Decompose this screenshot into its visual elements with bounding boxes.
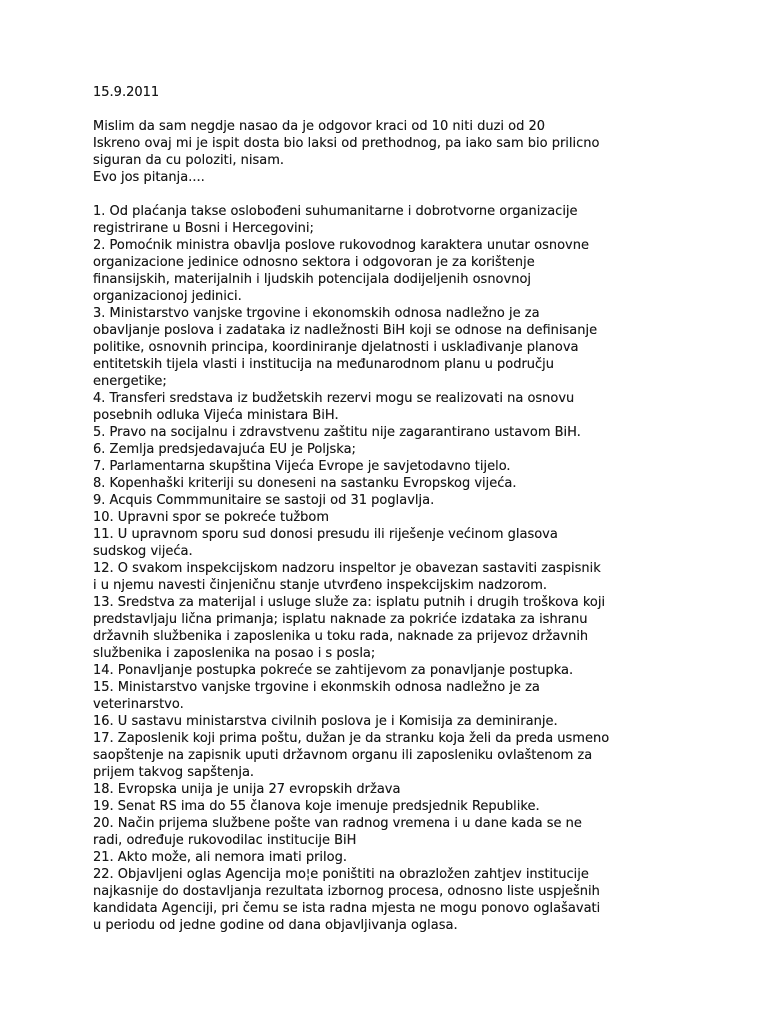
question-line: 12. O svakom inspekcijskom nadzoru inspeltor je obavezan sastaviti zaspisnik	[93, 561, 601, 576]
question-list	[93, 203, 733, 934]
intro-paragraph	[93, 118, 733, 186]
question-line: registrirane u Bosni i Hercegovini;	[93, 221, 314, 236]
intro-line: Evo jos pitanja....	[93, 170, 205, 185]
question-line: veterinarstvo.	[93, 697, 184, 712]
question-line: 19. Senat RS ima do 55 članova koje imenuje predsjednik Republike.	[93, 799, 540, 814]
question-line: saopštenje na zapisnik uputi državnom organu ili zaposleniku ovlaštenom za	[93, 748, 593, 763]
blank-line	[93, 101, 733, 118]
question-line: u periodu od jedne godine od dana objavljivanja oglasa.	[93, 918, 458, 933]
question-line: politike, osnovnih principa, koordiniranje djelatnosti i usklađivanje planova	[93, 340, 579, 355]
intro-line: siguran da cu poloziti, nisam.	[93, 153, 284, 168]
blank-line	[93, 186, 733, 203]
question-line: i u njemu navesti činjeničnu stanje utvrđeno inspekcijskim nadzorom.	[93, 578, 548, 593]
question-line: prijem takvog sapštenja.	[93, 765, 255, 780]
question-line: 5. Pravo na socijalnu i zdravstvenu zaštitu nije zagarantirano ustavom BiH.	[93, 425, 581, 440]
question-line: 15. Ministarstvo vanjske trgovine i ekonmskih odnosa nadležno je za	[93, 680, 540, 695]
question-line: 9. Acquis Commmunitaire se sastoji od 31 poglavlja.	[93, 493, 435, 508]
question-line: entitetskih tijela vlasti i institucija na međunarodnom planu u području	[93, 357, 555, 372]
question-line: 13. Sredstva za materijal i usluge služe za: isplatu putnih i drugih troškova koji	[93, 595, 606, 610]
question-line: državnih službenika i zaposlenika u toku rada, naknade za prijevoz državnih	[93, 629, 589, 644]
intro-line: Mislim da sam negdje nasao da je odgovor kraci od 10 niti duzi od 20	[93, 119, 546, 134]
question-line: 2. Pomoćnik ministra obavlja poslove rukovodnog karaktera unutar osnovne	[93, 238, 589, 253]
question-line: organizacione jedinice odnosno sektora i odgovoran je za korištenje	[93, 255, 535, 270]
question-line: 7. Parlamentarna skupština Vijeća Evrope je savjetodavno tijelo.	[93, 459, 511, 474]
question-line: 8. Kopenhaški kriteriji su doneseni na sastanku Evropskog vijeća.	[93, 476, 517, 491]
question-line: 16. U sastavu ministarstva civilnih poslova je i Komisija za deminiranje.	[93, 714, 558, 729]
question-line: 11. U upravnom sporu sud donosi presudu ili riješenje većinom glasova	[93, 527, 558, 542]
intro-line: Iskreno ovaj mi je ispit dosta bio laksi od prethodnog, pa iako sam bio prilicno	[93, 136, 600, 151]
question-line: finansijskih, materijalnih i ljudskih potencijala dodijeljenih osnovnoj	[93, 272, 532, 287]
question-line: energetike;	[93, 374, 167, 389]
question-line: 14. Ponavljanje postupka pokreće se zahtijevom za ponavljanje postupka.	[93, 663, 574, 678]
question-line: 21. Akto može, ali nemora imati prilog.	[93, 850, 347, 865]
question-line: 3. Ministarstvo vanjske trgovine i ekonomskih odnosa nadležno je za	[93, 306, 540, 321]
question-line: 20. Način prijema službene pošte van radnog vremena i u dane kada se ne	[93, 816, 582, 831]
question-line: 1. Od plaćanja takse oslobođeni suhumanitarne i dobrotvorne organizacije	[93, 204, 578, 219]
question-line: radi, određuje rukovodilac institucije BiH	[93, 833, 357, 848]
question-line: službenika i zaposlenika na posao i s posla;	[93, 646, 376, 661]
question-line: kandidata Agenciji, pri čemu se ista radna mjesta ne mogu ponovo oglašavati	[93, 901, 601, 916]
question-line: organizacionoj jedinici.	[93, 289, 242, 304]
question-line: 6. Zemlja predsjedavajuća EU je Poljska;	[93, 442, 356, 457]
question-line: 22. Objavljeni oglas Agencija mo¦e poništiti na obrazložen zahtjev institucije	[93, 867, 589, 882]
question-line: 18. Evropska unija je unija 27 evropskih država	[93, 782, 401, 797]
question-line: najkasnije do dostavljanja rezultata izbornog procesa, odnosno liste uspješnih	[93, 884, 600, 899]
question-line: obavljanje poslova i zadataka iz nadležnosti BiH koji se odnose na definisanje	[93, 323, 598, 338]
question-line: sudskog vijeća.	[93, 544, 193, 559]
question-line: posebnih odluka Vijeća ministara BiH.	[93, 408, 339, 423]
question-line: 17. Zaposlenik koji prima poštu, dužan je da stranku koja želi da preda usmeno	[93, 731, 610, 746]
question-line: predstavljaju lična primanja; isplatu naknade za pokriće izdataka za ishranu	[93, 612, 588, 627]
document-body	[93, 84, 733, 934]
question-line: 10. Upravni spor se pokreće tužbom	[93, 510, 330, 525]
document-date: 15.9.2011	[93, 85, 160, 100]
question-line: 4. Transferi sredstava iz budžetskih rezervi mogu se realizovati na osnovu	[93, 391, 575, 406]
